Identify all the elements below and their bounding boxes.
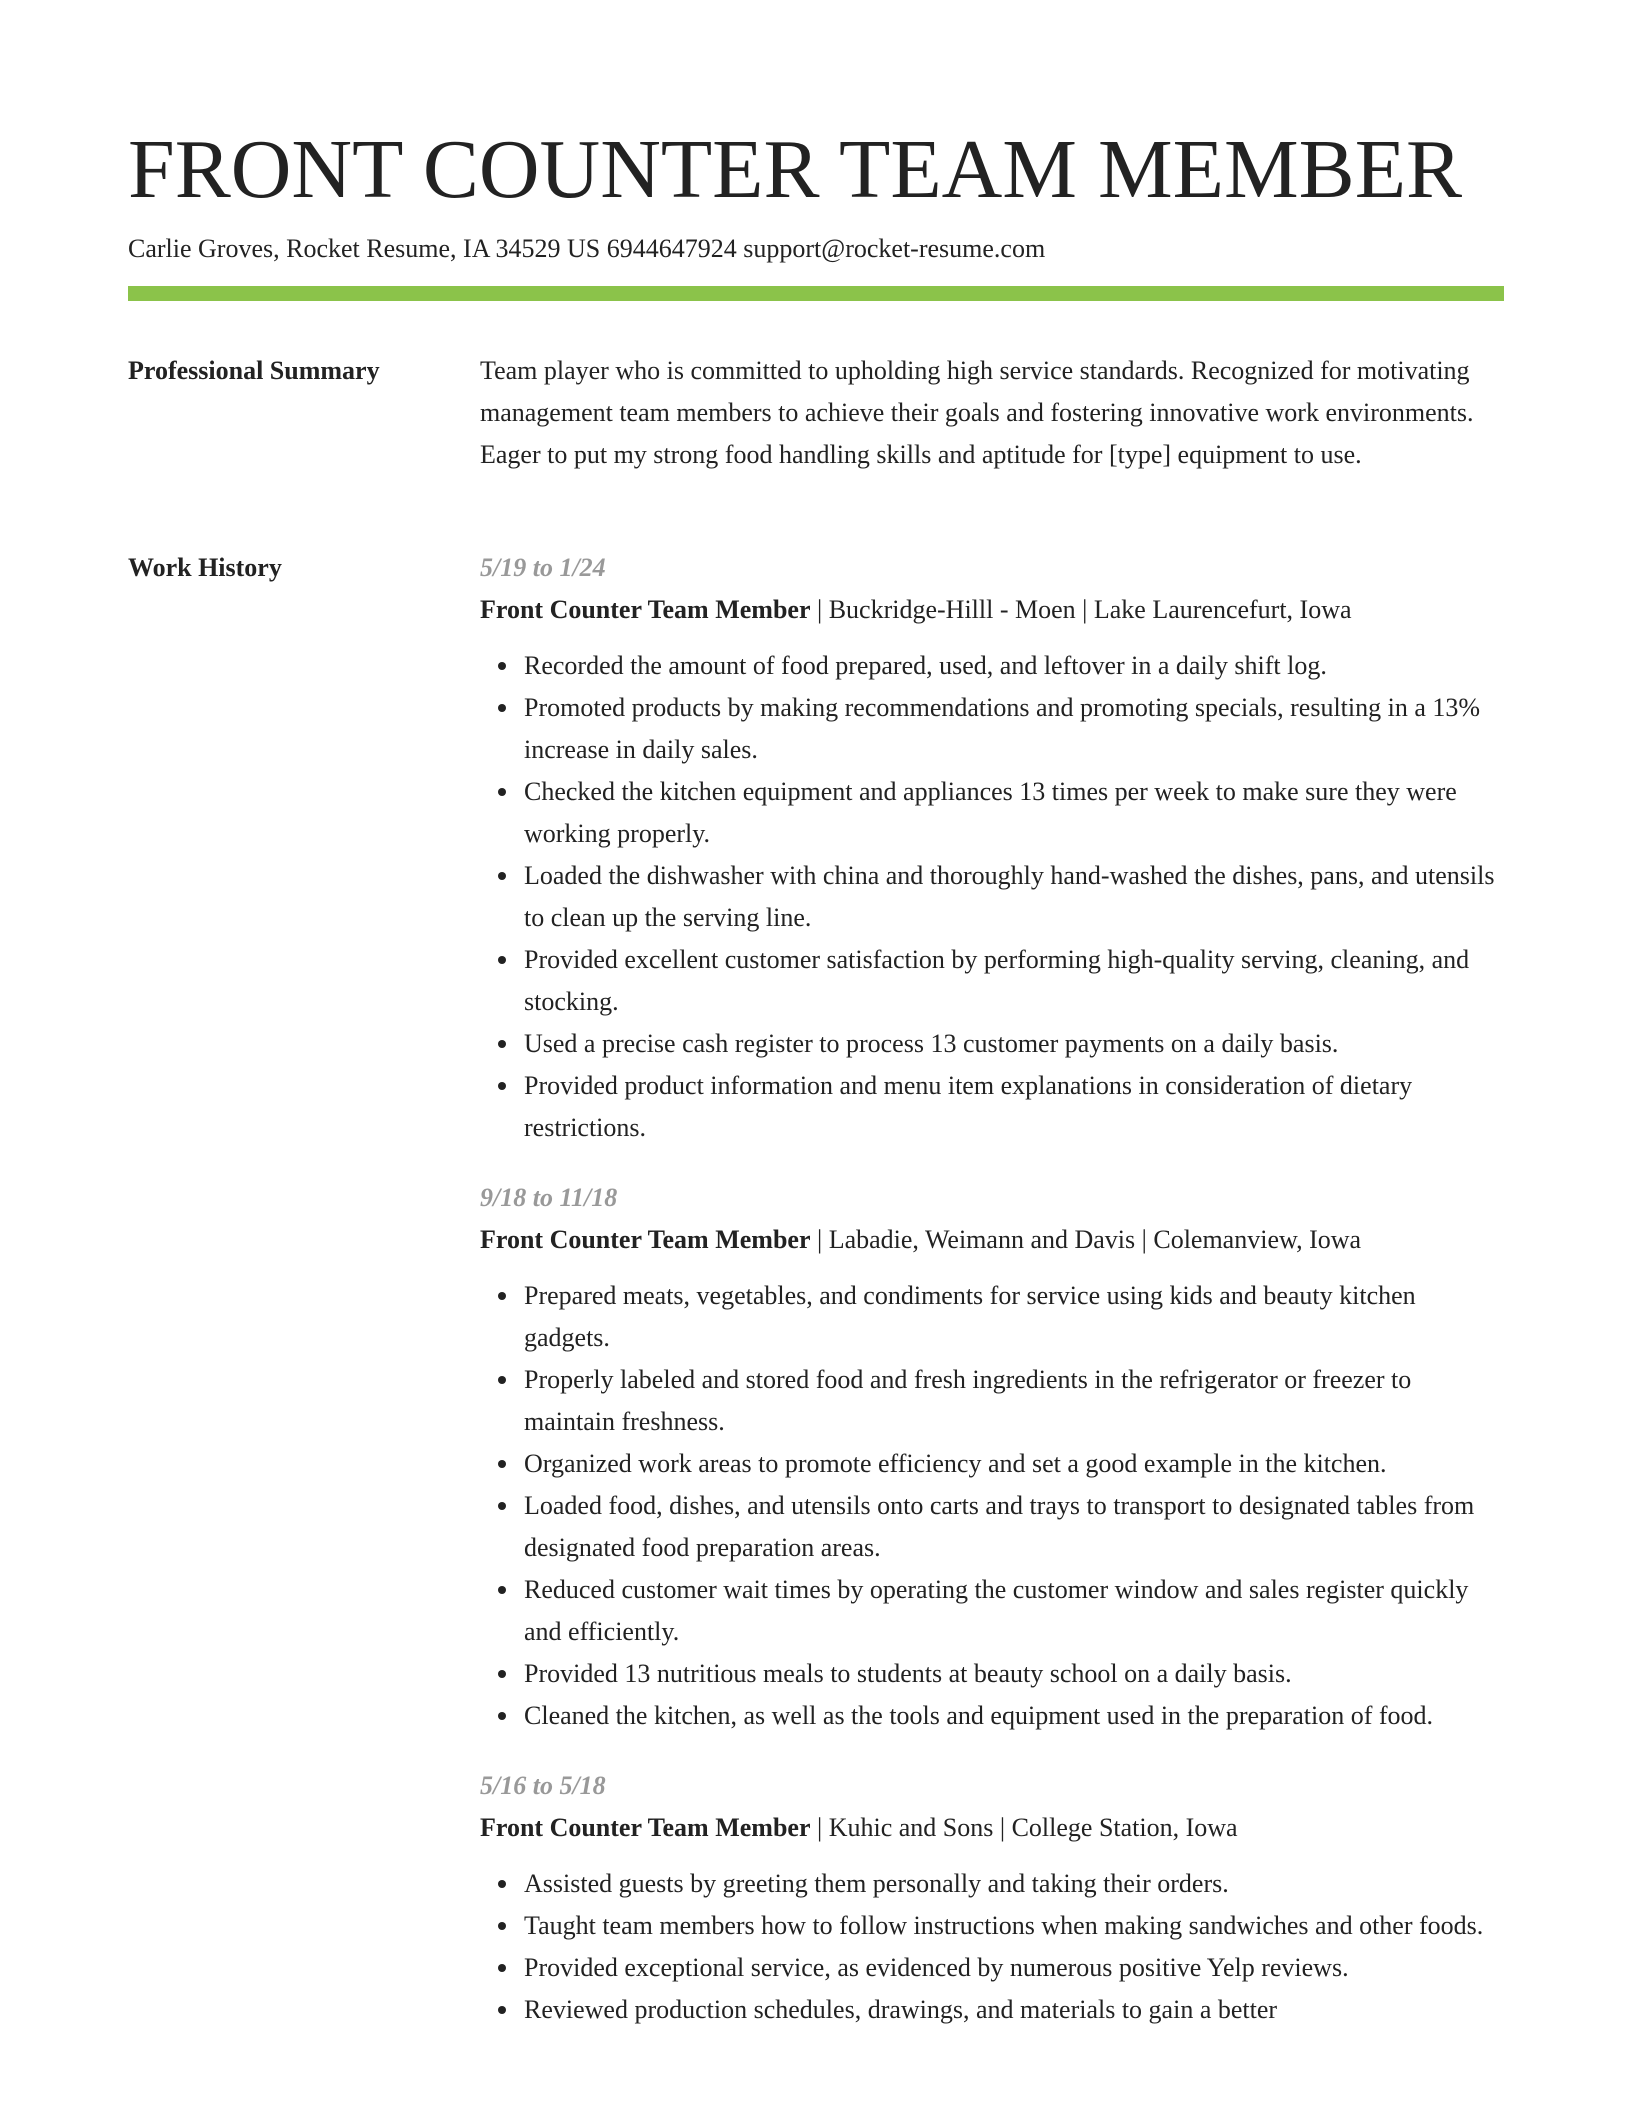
resume-title: FRONT COUNTER TEAM MEMBER <box>128 123 1463 216</box>
job-bullet: Used a precise cash register to process 13 customer payments on a daily basis. <box>524 1023 1504 1065</box>
contact-line: Carlie Groves, Rocket Resume, IA 34529 US 6944647924 support@rocket-resume.com <box>128 234 1046 263</box>
job-bullet: Reviewed production schedules, drawings, and materials to gain a better <box>524 1989 1504 2031</box>
job-heading-line <box>480 1219 1504 1261</box>
job-bullet: Organized work areas to promote efficiency and set a good example in the kitchen. <box>524 1443 1504 1485</box>
job-bullet: Provided 13 nutritious meals to students at beauty school on a daily basis. <box>524 1653 1504 1695</box>
job-bullet: Provided excellent customer satisfaction by performing high-quality serving, cleaning, and stocking. <box>524 939 1504 1023</box>
job-title: Front Counter Team Member <box>480 1813 811 1842</box>
job-bullet: Checked the kitchen equipment and appliances 13 times per week to make sure they were working properly. <box>524 771 1504 855</box>
job-employer-location: | Buckridge-Hilll - Moen | Lake Laurencefurt, Iowa <box>810 595 1352 624</box>
summary-body <box>480 350 1504 476</box>
job-bullet-list <box>480 645 1504 1149</box>
header-divider <box>128 286 1504 301</box>
job-bullet: Properly labeled and stored food and fresh ingredients in the refrigerator or freezer to maintain freshness. <box>524 1359 1504 1443</box>
job-bullet: Prepared meats, vegetables, and condiments for service using kids and beauty kitchen gadgets. <box>524 1275 1504 1359</box>
job-entry <box>480 547 1504 1149</box>
job-heading-line <box>480 1807 1504 1849</box>
job-dates: 5/19 to 1/24 <box>480 553 606 582</box>
job-bullet: Cleaned the kitchen, as well as the tools and equipment used in the preparation of food. <box>524 1695 1504 1737</box>
job-bullet: Loaded the dishwasher with china and thoroughly hand-washed the dishes, pans, and utensils to clean up the serving line. <box>524 855 1504 939</box>
job-entry <box>480 1765 1504 2031</box>
summary-text: Team player who is committed to upholding high service standards. Recognized for motivating management team members to achieve their goals and fostering innovative work environments. Eager to put my strong food handling skills and aptitude for [type] equipment to use. <box>480 356 1474 469</box>
work-history-body <box>480 547 1504 2059</box>
job-bullet-list <box>480 1275 1504 1737</box>
job-title: Front Counter Team Member <box>480 595 811 624</box>
job-bullet-list <box>480 1863 1504 2031</box>
job-bullet: Provided exceptional service, as evidenced by numerous positive Yelp reviews. <box>524 1947 1504 1989</box>
job-employer-location: | Kuhic and Sons | College Station, Iowa <box>810 1813 1238 1842</box>
job-entry <box>480 1177 1504 1737</box>
work-history-heading: Work History <box>128 553 282 582</box>
job-dates: 5/16 to 5/18 <box>480 1771 606 1800</box>
job-bullet: Recorded the amount of food prepared, used, and leftover in a daily shift log. <box>524 645 1504 687</box>
job-employer-location: | Labadie, Weimann and Davis | Colemanview, Iowa <box>810 1225 1362 1254</box>
job-bullet: Reduced customer wait times by operating the customer window and sales register quickly and efficiently. <box>524 1569 1504 1653</box>
job-heading-line <box>480 589 1504 631</box>
job-bullet: Promoted products by making recommendations and promoting specials, resulting in a 13% increase in daily sales. <box>524 687 1504 771</box>
job-bullet: Taught team members how to follow instructions when making sandwiches and other foods. <box>524 1905 1504 1947</box>
job-bullet: Assisted guests by greeting them personally and taking their orders. <box>524 1863 1504 1905</box>
job-bullet: Provided product information and menu item explanations in consideration of dietary restrictions. <box>524 1065 1504 1149</box>
job-title: Front Counter Team Member <box>480 1225 811 1254</box>
summary-heading: Professional Summary <box>128 356 380 385</box>
job-dates: 9/18 to 11/18 <box>480 1183 618 1212</box>
job-bullet: Loaded food, dishes, and utensils onto carts and trays to transport to designated tables from designated food preparation areas. <box>524 1485 1504 1569</box>
